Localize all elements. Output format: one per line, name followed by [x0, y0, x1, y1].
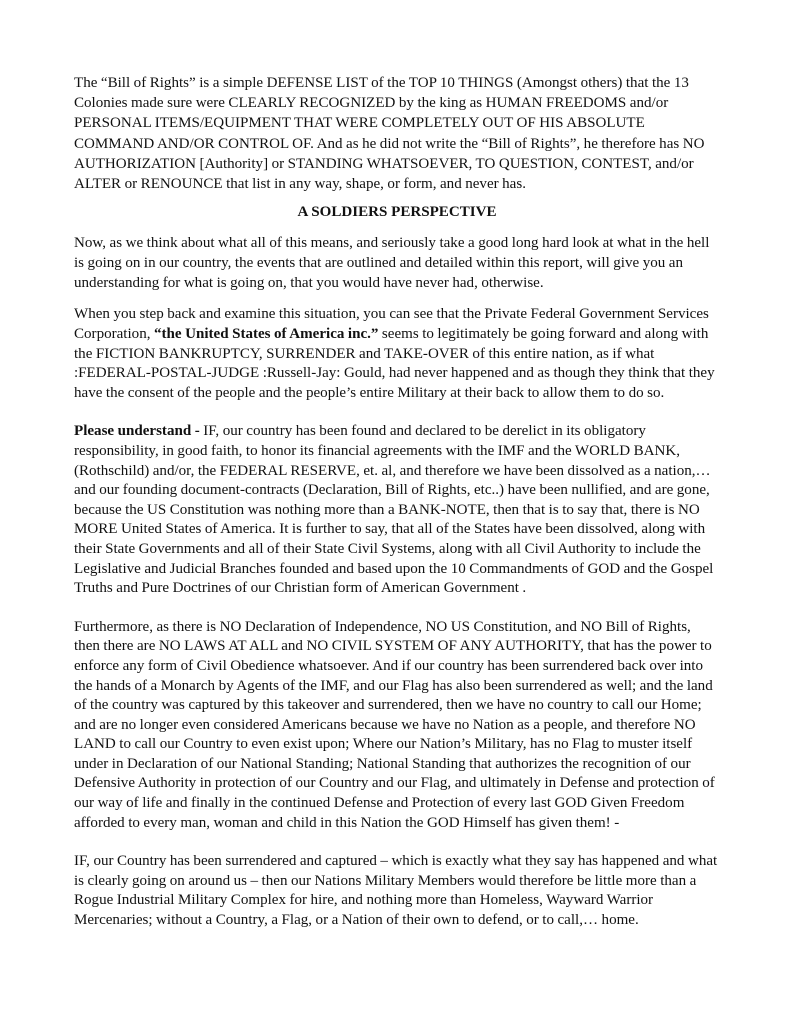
- paragraph-furthermore: Furthermore, as there is NO Declaration of Independence, NO US Constitution, and NO Bill of Rights, then there are NO LAWS AT ALL and NO CIVIL SYSTEM OF ANY AUTHORITY, that has the power to enforce any form of Civil Obedience whatsoever. And if our country has been surrendered back over into the hands of a Monarch by Agents of the IMF, and our Flag has also been surrendered as well; and the land of the country was captured by this takeover and surrendered, then we have no country to call our Home; and are no longer even considered Americans because we have no Nation as a people, and therefore NO LAND to call our Country to even exist upon; Where our Nation’s Military, has no Flag to muster itself under in Declaration of our National Standing; National Standing that authorizes the recognition of our Defensive Authority in protection of our Country and our Flag, and ultimately in Defense and protection of our way of life and finally in the continued Defense and Protection of every last GOD Given Freedom afforded to every man, woman and child in this Nation the GOD Himself has given them! -: [74, 618, 715, 831]
- section-heading: A SOLDIERS PERSPECTIVE: [297, 204, 497, 221]
- paragraph-bill-of-rights: The “Bill of Rights” is a simple DEFENSE LIST of the TOP 10 THINGS (Amongst others) that the 13 Colonies made sure were CLEARLY RECOGNIZED by the king as HUMAN FREEDOMS and/or PERSONAL ITEMS/EQUIPMENT THAT WERE COMPLETELY OUT OF HIS ABSOLUTE COMMAND AND/OR CONTROL OF. And as he did not write the “Bill of Rights”, he therefore has NO AUTHORIZATION [Authority] or STANDING WHATSOEVER, TO QUESTION, CONTEST, and/or ALTER or RENOUNCE that list in any way, shape, or form, and never has.: [74, 75, 705, 193]
- paragraph-surrendered: IF, our Country has been surrendered and captured – which is exactly what they say has happened and what is clearly going on around us – then our Nations Military Members would therefore be little more than a Rogue Industrial Military Complex for hire, and nothing more than Homeless, Wayward Warrior Mercenaries; without a Country, a Flag, or a Nation of their own to defend, or to call,… home.: [74, 853, 718, 929]
- paragraph-step-back-bold: “the United States of America inc.”: [154, 326, 379, 343]
- paragraph-please-understand: [74, 422, 720, 598]
- paragraph-step-back: [74, 305, 720, 403]
- paragraph-please-understand-bold: Please understand -: [74, 423, 204, 440]
- paragraph-understanding: Now, as we think about what all of this means, and seriously take a good long hard look at what in the hell is going on in our country, the events that are outlined and detailed within this report, will give you an understanding for what is going on, that you would have never had, otherwise.: [74, 234, 710, 292]
- paragraph-step-back-text-2: seems to legitimately be going forward and along with the FICTION BANKRUPTCY, SURRENDER and TAKE-OVER of this entire nation, as if what :FEDERAL-POSTAL-JUDGE :Russell-Jay: Gould, had never happened and as though they think that they have the consent of the people and the people’s entire Military at their back to allow them to do so.: [74, 326, 715, 401]
- document-page: [74, 73, 720, 931]
- paragraph-step-back-text-1: When you step back and examine this situation, you can see that the Private Federal Government Services Corporation,: [74, 306, 709, 343]
- paragraph-please-understand-text: IF, our country has been found and declared to be derelict in its obligatory responsibility, in good faith, to honor its financial agreements with the IMF and the WORLD BANK, (Rothschild) and/or, the FEDERAL RESERVE, et. al, and therefore we have been dissolved as a nation,… and our founding document-contracts (Declaration, Bill of Rights, etc..) have been nullified, and are gone, because the US Constitution was nothing more than a BANK-NOTE, then that is to say that, there is NO MORE United States of America. It is further to say, that all of the States have been dissolved, along with their State Governments and all of their State Civil Systems, along with all Civil Authority to include the Legislative and Judicial Branches founded and based upon the 10 Commandments of GOD and the Gospel Truths and Pure Doctrines of our Christian form of American Government .: [74, 423, 714, 597]
